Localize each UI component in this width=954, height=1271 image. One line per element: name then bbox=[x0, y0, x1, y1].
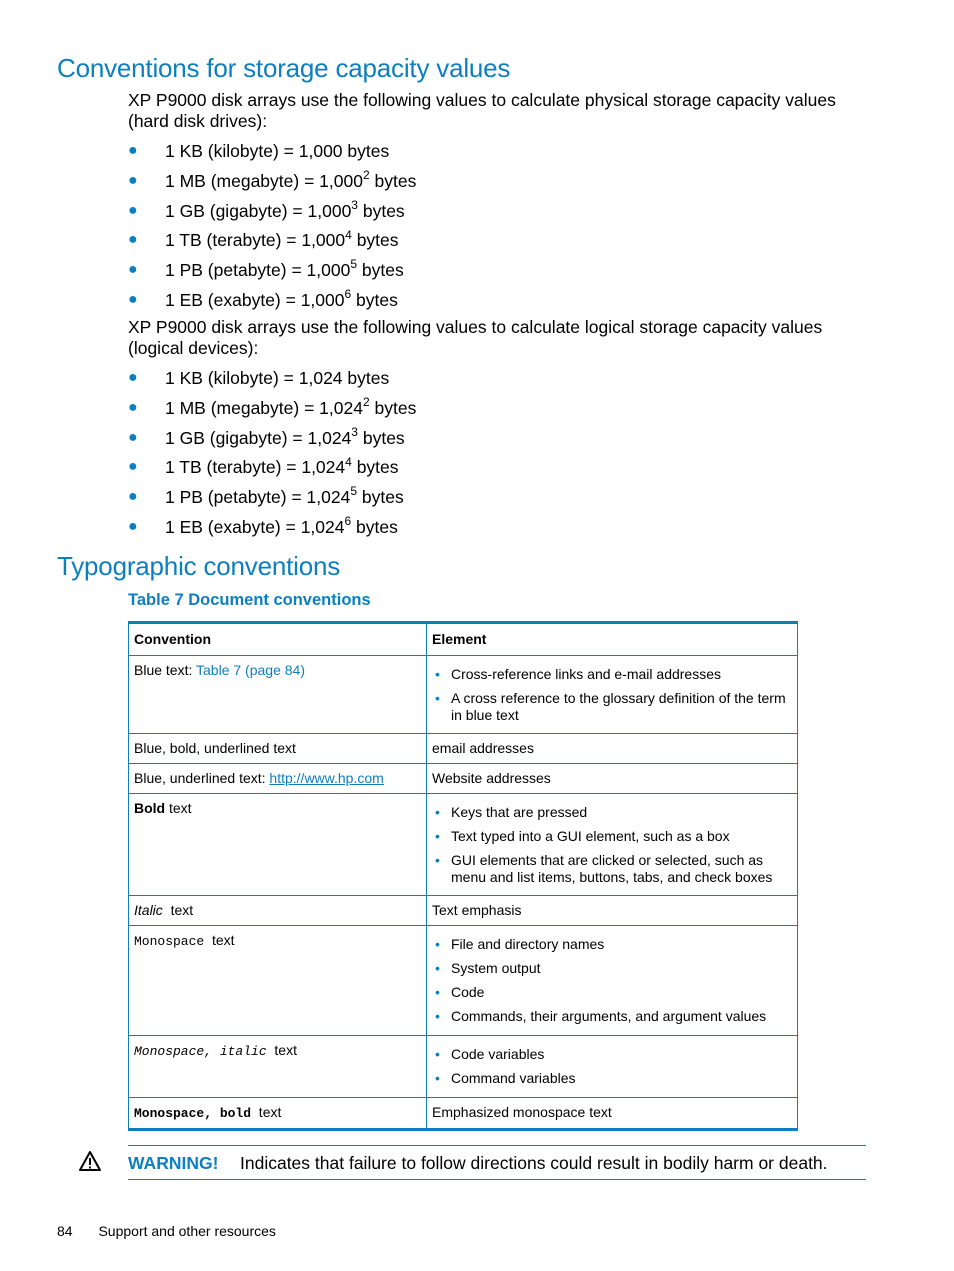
list-item: ● 1 GB (gigabyte) = $1,024^3$ bytes bbox=[128, 424, 405, 448]
list-item: ● 1 KB (kilobyte) = 1,024 bytes bbox=[128, 368, 390, 388]
list-item: ● 1 PB (petabyte) = $1,024^5$ bytes bbox=[128, 484, 404, 508]
warning-box bbox=[128, 1145, 866, 1180]
footer-section: Support and other resources bbox=[98, 1223, 276, 1239]
convention-cell: Monospace, bold text bbox=[129, 1098, 427, 1130]
table-row bbox=[129, 896, 798, 926]
conventions-table bbox=[128, 621, 798, 1131]
table-row bbox=[129, 734, 798, 764]
convention-cell: Monospace, italic text bbox=[129, 1036, 427, 1098]
list-item: ● 1 KB (kilobyte) = 1,000 bytes bbox=[128, 141, 390, 161]
element-cell: Emphasized monospace text bbox=[427, 1098, 798, 1130]
bullet-icon: • bbox=[435, 984, 440, 1000]
bullet-icon: ● bbox=[128, 517, 138, 535]
convention-cell: Blue, bold, underlined text bbox=[129, 734, 427, 764]
convention-cell: Monospace text bbox=[129, 926, 427, 1036]
table-header-row bbox=[129, 623, 798, 656]
convention-cell: Bold text bbox=[129, 794, 427, 896]
list-item: • System output bbox=[435, 960, 541, 976]
list-item: • GUI elements that are clicked or selected, such as menu and list items, buttons, tabs, and check boxes bbox=[435, 852, 773, 885]
bullet-icon: • bbox=[435, 1070, 440, 1086]
bullet-icon: • bbox=[435, 852, 440, 868]
header-convention: Convention bbox=[129, 623, 427, 656]
bullet-icon: ● bbox=[128, 142, 138, 159]
convention-cell: Italic text bbox=[129, 896, 427, 926]
table-row bbox=[129, 1098, 798, 1130]
section-title-typographic: Typographic conventions bbox=[57, 551, 341, 581]
warning-triangle-icon bbox=[79, 1150, 101, 1172]
list-item: • Commands, their arguments, and argument values bbox=[435, 1008, 767, 1024]
list-item: • Keys that are pressed bbox=[435, 804, 588, 820]
warning-label: WARNING! bbox=[128, 1153, 219, 1173]
bullet-icon: ● bbox=[128, 290, 138, 308]
table-row bbox=[129, 656, 798, 734]
page-footer bbox=[57, 1223, 276, 1239]
logical-capacity-intro: XP P9000 disk arrays use the following values to calculate logical storage capacity values (logical devices): bbox=[128, 317, 823, 358]
page-number: 84 bbox=[57, 1223, 73, 1239]
list-item: ● 1 GB (gigabyte) = $1,000^3$ bytes bbox=[128, 197, 405, 221]
bullet-icon: • bbox=[435, 936, 440, 952]
list-item: ● 1 MB (megabyte) = $1,000^2$ bytes bbox=[128, 167, 417, 191]
list-item: • Command variables bbox=[435, 1070, 576, 1086]
element-cell bbox=[427, 794, 798, 896]
physical-capacity-intro: XP P9000 disk arrays use the following values to calculate physical storage capacity values (hard disk drives): bbox=[128, 90, 836, 131]
table-row bbox=[129, 794, 798, 896]
list-item: • Text typed into a GUI element, such as a box bbox=[435, 828, 730, 844]
section-title-storage-capacity: Conventions for storage capacity values bbox=[57, 53, 511, 83]
convention-cell: Blue, underlined text: http://www.hp.com bbox=[129, 764, 427, 794]
bullet-icon: ● bbox=[128, 458, 138, 476]
table-row bbox=[129, 1036, 798, 1098]
bullet-icon: • bbox=[435, 1008, 440, 1024]
table-row bbox=[129, 764, 798, 794]
bullet-icon: ● bbox=[128, 369, 138, 386]
bullet-icon: ● bbox=[128, 201, 138, 219]
element-cell: Text emphasis bbox=[427, 896, 798, 926]
list-item: • A cross reference to the glossary definition of the term in blue text bbox=[435, 690, 786, 723]
element-cell bbox=[427, 926, 798, 1036]
header-element: Element bbox=[427, 623, 798, 656]
list-item: ● 1 EB (exabyte) = $1,000^6$ bytes bbox=[128, 287, 398, 310]
list-item: ● 1 EB (exabyte) = $1,024^6$ bytes bbox=[128, 514, 398, 537]
bullet-icon: • bbox=[435, 1046, 440, 1062]
element-cell bbox=[427, 1036, 798, 1098]
list-item: ● 1 TB (terabyte) = $1,024^4$ bytes bbox=[128, 454, 399, 478]
bullet-icon: ● bbox=[128, 261, 138, 279]
list-item: ● 1 TB (terabyte) = $1,000^4$ bytes bbox=[128, 227, 399, 251]
bullet-icon: • bbox=[435, 960, 440, 976]
logical-capacity-list bbox=[128, 367, 416, 546]
bullet-icon: • bbox=[435, 690, 440, 706]
convention-cell: Blue text: Table 7 (page 84) bbox=[129, 656, 427, 734]
bullet-icon: ● bbox=[128, 428, 138, 446]
bullet-icon: • bbox=[435, 666, 440, 682]
list-item: ● 1 MB (megabyte) = $1,024^2$ bytes bbox=[128, 394, 417, 418]
cross-reference-link[interactable]: Table 7 (page 84) bbox=[196, 662, 305, 678]
bullet-icon: ● bbox=[128, 171, 138, 189]
physical-capacity-list bbox=[128, 140, 416, 319]
bullet-icon: • bbox=[435, 804, 440, 820]
list-item: • Cross-reference links and e-mail addresses bbox=[435, 666, 721, 682]
website-link[interactable]: http://www.hp.com bbox=[269, 770, 384, 786]
bullet-icon: ● bbox=[128, 231, 138, 249]
element-cell: Website addresses bbox=[427, 764, 798, 794]
list-item: • Code variables bbox=[435, 1046, 545, 1062]
element-cell: email addresses bbox=[427, 734, 798, 764]
list-item: • File and directory names bbox=[435, 936, 605, 952]
table-row bbox=[129, 926, 798, 1036]
bullet-icon: • bbox=[435, 828, 440, 844]
warning-text: Indicates that failure to follow directions could result in bodily harm or death. bbox=[240, 1153, 828, 1173]
list-item: • Code bbox=[435, 984, 485, 1000]
bullet-icon: ● bbox=[128, 488, 138, 506]
element-cell bbox=[427, 656, 798, 734]
table-caption: Table 7 Document conventions bbox=[128, 591, 371, 609]
bullet-icon: ● bbox=[128, 398, 138, 416]
list-item: ● 1 PB (petabyte) = $1,000^5$ bytes bbox=[128, 257, 404, 281]
